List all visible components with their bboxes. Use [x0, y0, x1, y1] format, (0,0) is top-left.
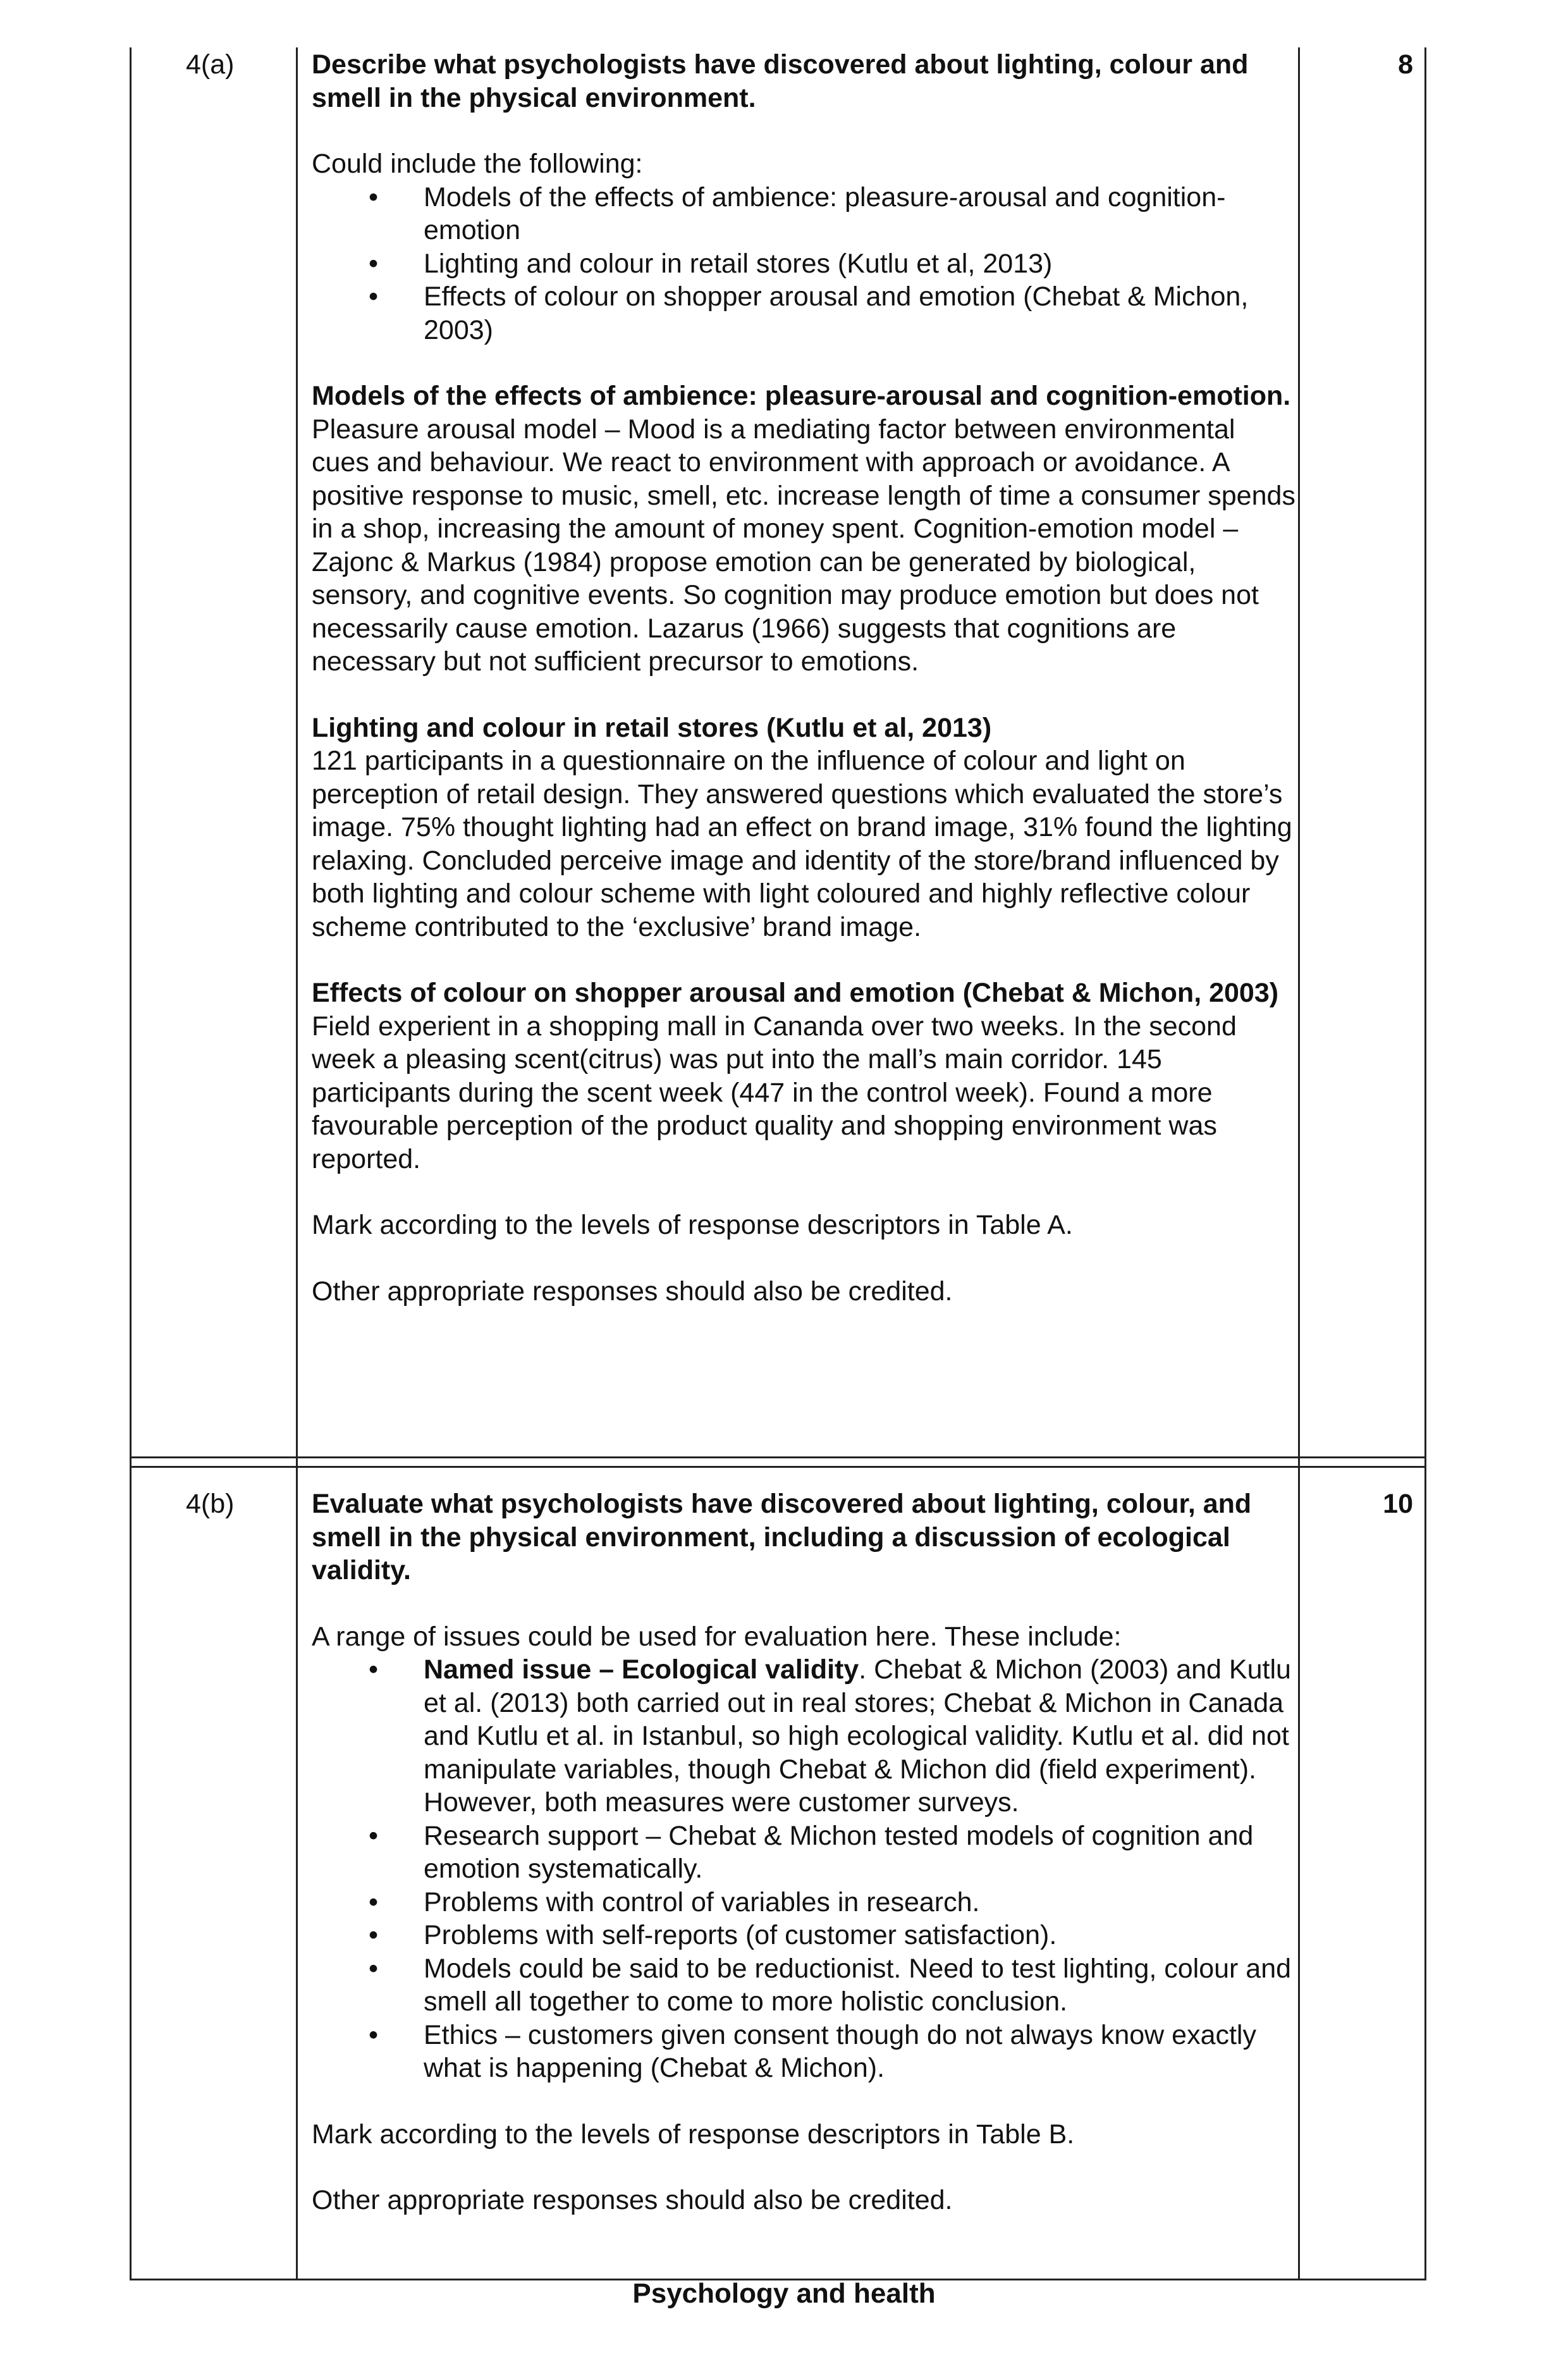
table-divider-marks: [1298, 47, 1300, 2280]
list-item: • Lighting and colour in retail stores (Kutlu et al, 2013): [312, 247, 1298, 281]
bullet-icon: •: [369, 1820, 379, 1851]
marks-4a: 8: [1398, 49, 1413, 80]
list-item: • Research support – Chebat & Michon tested models of cognition and emotion systematically.: [369, 1820, 1254, 1884]
block-heading-kutlu: Lighting and colour in retail stores (Kutlu et al, 2013): [312, 712, 992, 743]
block-body-chebat: Field experient in a shopping mall in Cananda over two weeks. In the second week a pleasing scent(citrus) was put into the mall’s main corridor. 145 participants during the scent week (447 in the control week). Found a more favourable perception of the product quality and shopping environment was reported.: [312, 1011, 1237, 1174]
marks-4b: 10: [1383, 1489, 1413, 1519]
page-footer: Psychology and health: [632, 2278, 936, 2309]
credit-note-4a: Other appropriate responses should also be credited.: [312, 1276, 953, 1307]
table-divider-qno: [296, 47, 298, 2280]
question-text-4b: Evaluate what psychologists have discovered about lighting, colour, and smell in the physical environment, including a discussion of ecological validity.: [312, 1489, 1252, 1585]
mark-note-4b: Mark according to the levels of response descriptors in Table B.: [312, 2119, 1075, 2150]
block-body-models: Pleasure arousal model – Mood is a mediating factor between environmental cues and behaviour. We react to environment with approach or avoidance. A positive response to music, smell, etc. increase length of time a consumer spends in a shop, increasing the amount of money spent. Cognition-emotion model – Zajonc & Markus (1984) propose emotion can be generated by biological, sensory, and cognitive events. So cognition may produce emotion but does not necessarily cause emotion. Lazarus (1966) suggests that cognitions are necessary but not sufficient precursor to emotions.: [312, 414, 1295, 677]
question-number-4b: 4(b): [186, 1489, 235, 1519]
question-number-4a: 4(a): [186, 49, 235, 80]
table-border-left: [130, 47, 132, 2280]
table-border-right: [1424, 47, 1426, 2280]
list-item: • Effects of colour on shopper arousal and emotion (Chebat & Michon, 2003): [369, 281, 1249, 345]
bullet-icon: •: [369, 248, 379, 279]
answer-content-4a: [312, 48, 1298, 1308]
bullet-icon: •: [369, 1886, 379, 1917]
named-issue-label: Named issue – Ecological validity: [424, 1654, 859, 1685]
intro-4a: Could include the following:: [312, 149, 643, 179]
block-heading-models: Models of the effects of ambience: pleasure-arousal and cognition-emotion.: [312, 381, 1291, 411]
credit-note-4b: Other appropriate responses should also be credited.: [312, 2185, 953, 2215]
block-heading-chebat: Effects of colour on shopper arousal and emotion (Chebat & Michon, 2003): [312, 978, 1279, 1008]
row-separator-bottom: [130, 1466, 1426, 1468]
mark-note-4a: Mark according to the levels of response descriptors in Table A.: [312, 1210, 1073, 1240]
bullet-icon: •: [369, 1654, 379, 1685]
bullet-icon: •: [369, 1920, 379, 1950]
list-item: • Models of the effects of ambience: pleasure-arousal and cognition-emotion: [369, 182, 1226, 245]
bullet-list-4b: [312, 1653, 1298, 2085]
bullet-icon: •: [369, 182, 379, 212]
question-text-4a: Describe what psychologists have discovered about lighting, colour and smell in the physical environment.: [312, 49, 1249, 113]
row-separator-top: [130, 1456, 1426, 1458]
list-item: • Problems with control of variables in research.: [312, 1886, 1298, 1919]
intro-4b: A range of issues could be used for evaluation here. These include:: [312, 1621, 1122, 1652]
list-item: • Ethics – customers given consent though do not always know exactly what is happening (Chebat & Michon).: [369, 2019, 1256, 2083]
list-item: • Named issue – Ecological validity. Chebat & Michon (2003) and Kutlu et al. (2013) both carried out in real stores; Chebat & Michon in Canada and Kutlu et al. in Istanbul, so high ecological validity. Kutlu et al. did not manipulate variables, though Chebat & Michon did (field experiment). However, both measures were customer surveys.: [369, 1654, 1291, 1818]
bullet-icon: •: [369, 281, 379, 312]
list-item: • Problems with self-reports (of customer satisfaction).: [312, 1919, 1298, 1952]
bullet-list-4a: [312, 181, 1298, 347]
block-body-kutlu: 121 participants in a questionnaire on the influence of colour and light on perception of retail design. They answered questions which evaluated the store’s image. 75% thought lighting had an effect on brand image, 31% found the lighting relaxing. Concluded perceive image and identity of the store/brand influenced by both lighting and colour scheme with light coloured and highly reflective colour scheme contributed to the ‘exclusive’ brand image.: [312, 746, 1292, 942]
bullet-icon: •: [369, 1953, 379, 1984]
answer-content-4b: [312, 1487, 1298, 2217]
list-item: • Models could be said to be reductionist. Need to test lighting, colour and smell all together to come to more holistic conclusion.: [369, 1953, 1292, 2017]
bullet-icon: •: [369, 2019, 379, 2050]
